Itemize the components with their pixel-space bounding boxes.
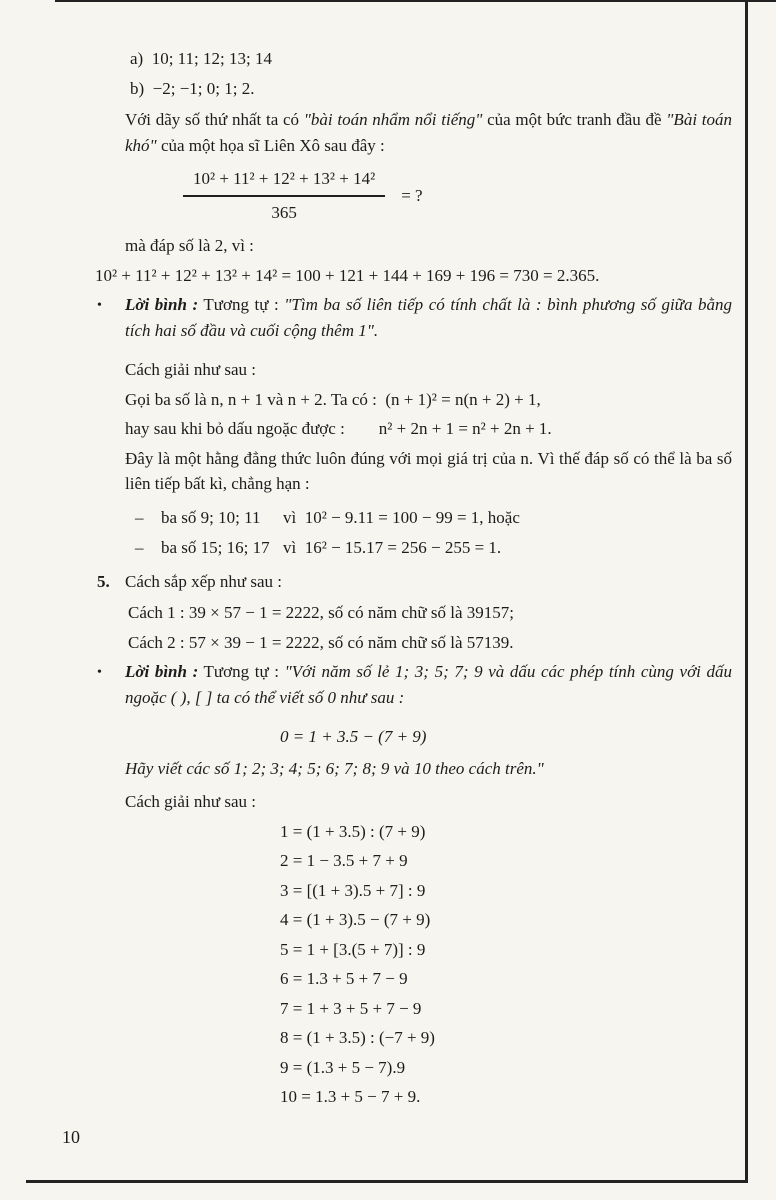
italic-quote: "Tìm ba số liên tiếp có tính chất là : bình phương số giữa bằng tích hai số đầu và cuối cộng thêm 1".: [125, 295, 732, 340]
list-item-b: b) −2; −1; 0; 1; 2.: [130, 78, 255, 98]
italic-quote: "Với năm số lẻ 1; 3; 5; 7; 9 và dấu các phép tính cùng với dấu ngoặc ( ), [ ] ta có thể viết số 0 như sau :: [125, 662, 732, 707]
equation-line: 4 = (1 + 3).5 − (7 + 9): [280, 910, 431, 929]
fraction-denominator: 365: [271, 202, 297, 222]
dash-equation: vì 16² − 15.17 = 256 − 255 = 1.: [283, 538, 502, 557]
hay-viet-line: Hãy viết các số 1; 2; 3; 4; 5; 6; 7; 8; 9 và 10 theo cách trên.": [125, 758, 544, 778]
identity-paragraph: Đây là một hằng đẳng thức luôn đúng với mọi giá trị của n. Vì thế đáp số có thể là ba số liên tiếp bất kì, chẳng hạn :: [125, 448, 732, 493]
text-run: Với dãy số thứ nhất ta có: [125, 110, 304, 129]
equation-line: 9 = (1.3 + 5 − 7).9: [280, 1057, 406, 1077]
fraction: [183, 166, 385, 225]
problem-5-heading: [97, 569, 732, 595]
hay-sau-khi-line: [125, 416, 732, 442]
text-run: của một bức tranh đầu đề: [482, 110, 667, 129]
fraction-result: = ?: [401, 185, 423, 205]
text-run: Tương tự :: [198, 662, 285, 681]
dash-text: ba số 15; 16; 17: [161, 538, 270, 557]
text-run: của một họa sĩ Liên Xô sau đây :: [156, 135, 385, 155]
text-run: Tương tự :: [198, 295, 285, 314]
page-content: [95, 46, 732, 1114]
loi-binh-2: [97, 659, 732, 718]
equation-line: 6 = 1.3 + 5 + 7 − 9: [280, 969, 408, 988]
dash-item-2: [135, 535, 732, 561]
dash-icon: –: [135, 538, 144, 557]
dash-equation: vì 10² − 9.11 = 100 − 99 = 1, hoặc: [283, 507, 520, 527]
bullet-icon: •: [97, 665, 102, 680]
text-run: hay sau khi bỏ dấu ngoặc được :: [125, 419, 345, 438]
dash-icon: –: [135, 507, 144, 527]
page-edge-top: [55, 0, 776, 2]
equation-line: 3 = [(1 + 3).5 + 7] : 9: [280, 880, 426, 900]
equation-line: 1 = (1 + 3.5) : (7 + 9): [280, 821, 426, 841]
equation-line: 8 = (1 + 3.5) : (−7 + 9): [280, 1028, 435, 1047]
zero-equation: 0 = 1 + 3.5 − (7 + 9): [280, 727, 427, 746]
problem-title: Cách sắp xếp như sau :: [125, 571, 282, 591]
answer-list: [130, 46, 732, 101]
goi-ba-so-line: Gọi ba số là n, n + 1 và n + 2. Ta có : (n + 1)² = n(n + 2) + 1,: [125, 389, 541, 409]
loi-binh-1: [97, 292, 732, 351]
equation-line: 10 = 1.3 + 5 − 7 + 9.: [280, 1087, 421, 1106]
equation-line: 2 = 1 − 3.5 + 7 + 9: [280, 851, 408, 870]
page-number: 10: [62, 1127, 80, 1147]
cach-1-line: Cách 1 : 39 × 57 − 1 = 2222, số có năm chữ số là 39157;: [128, 603, 514, 622]
loi-binh-label: Lời bình :: [125, 662, 199, 681]
italic-quote: "bài toán nhẩm nổi tiếng": [303, 110, 483, 129]
answer-note: mà đáp số là 2, vì :: [125, 236, 254, 255]
fraction-numerator: 10² + 11² + 12² + 13² + 14²: [183, 166, 385, 197]
fraction-equation: [183, 166, 732, 225]
intro-paragraph: [125, 107, 732, 158]
dash-item-1: [135, 505, 732, 531]
cach-2-line: Cách 2 : 57 × 39 − 1 = 2222, số có năm chữ số là 57139.: [128, 632, 514, 652]
problem-number: 5.: [97, 571, 110, 591]
verification-equation: 10² + 11² + 12² + 13² + 14² = 100 + 121 + 144 + 169 + 196 = 730 = 2.365.: [95, 265, 600, 285]
italic-quote: "Bài toán khó": [125, 110, 732, 155]
identity-equation: n² + 2n + 1 = n² + 2n + 1.: [378, 419, 552, 438]
cach-giai-1: Cách giải như sau :: [125, 360, 257, 379]
page-edge-right: [745, 0, 748, 1183]
cach-giai-2: Cách giải như sau :: [125, 792, 257, 811]
equation-list: [280, 819, 732, 1110]
equation-line: 5 = 1 + [3.(5 + 7)] : 9: [280, 939, 426, 959]
list-item-a: a) 10; 11; 12; 13; 14: [130, 49, 272, 68]
page-edge-bottom: [26, 1180, 748, 1183]
bullet-icon: •: [97, 298, 102, 313]
equation-line: 7 = 1 + 3 + 5 + 7 − 9: [280, 998, 422, 1018]
loi-binh-2-text: [125, 659, 732, 710]
loi-binh-1-text: [125, 292, 732, 343]
dash-text: ba số 9; 10; 11: [161, 507, 261, 527]
loi-binh-label: Lời bình :: [125, 295, 199, 314]
